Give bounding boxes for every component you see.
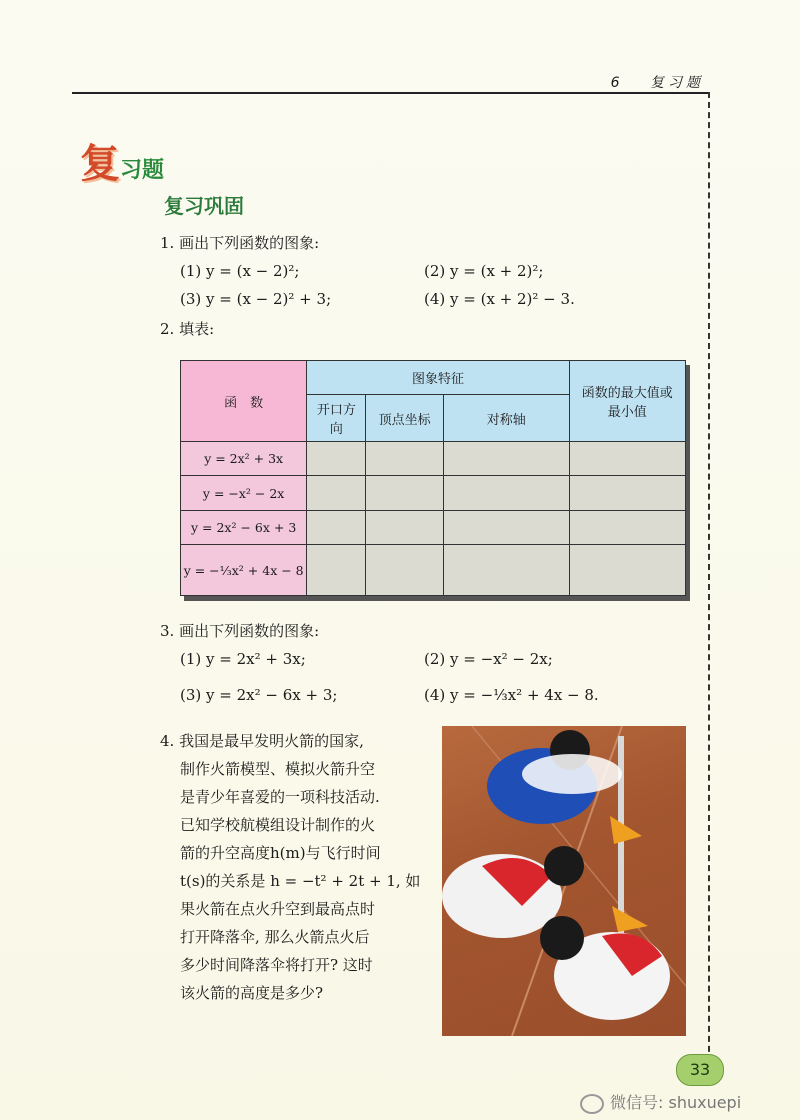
q3-item: (2) y = −x² − 2x; (424, 650, 553, 668)
table-row-function: y = 2x² − 6x + 3 (181, 510, 307, 544)
q1-item: (1) y = (x − 2)²; (180, 262, 300, 280)
blank-cell (569, 545, 685, 596)
blank-cell (569, 442, 685, 476)
section-title (80, 132, 164, 189)
photo-illustration (442, 726, 686, 1036)
blank-cell (307, 442, 366, 476)
blank-cell (307, 545, 366, 596)
header-vertex: 顶点坐标 (366, 395, 443, 442)
q4-line: 箭的升空高度h(m)与飞行时间 (180, 844, 381, 862)
blank-cell (366, 545, 443, 596)
header-function: 函 数 (181, 361, 307, 442)
blank-cell (366, 510, 443, 544)
q1-item: (2) y = (x + 2)²; (424, 262, 544, 280)
table-row-function: y = 2x² + 3x (181, 442, 307, 476)
fill-in-table (180, 360, 686, 596)
blank-cell (307, 510, 366, 544)
section-title-first-char: 复 (80, 141, 120, 187)
q3-item: (3) y = 2x² − 6x + 3; (180, 686, 338, 704)
q4-line: 制作火箭模型、模拟火箭升空 (180, 760, 376, 778)
header-rule (72, 92, 710, 94)
blank-cell (366, 442, 443, 476)
q4-line: 打开降落伞, 那么火箭点火后 (180, 928, 370, 946)
blank-cell (569, 476, 685, 510)
wechat-watermark (580, 1090, 741, 1114)
blank-cell (443, 545, 569, 596)
q4-line: t(s)的关系是 h = −t² + 2t + 1, 如 (180, 872, 421, 890)
blank-cell (443, 510, 569, 544)
blank-cell (443, 476, 569, 510)
table-row-function: y = −x² − 2x (181, 476, 307, 510)
blank-cell (443, 442, 569, 476)
header-open-direction: 开口方向 (307, 395, 366, 442)
subtitle: 复习巩固 (164, 194, 244, 218)
q3-item: (4) y = −⅓x² + 4x − 8. (424, 686, 599, 704)
q4-line: 多少时间降落伞将打开? 这时 (180, 956, 373, 974)
q4-line: 4. 我国是最早发明火箭的国家, (160, 732, 364, 750)
q4-line: 是青少年喜爱的一项科技活动. (180, 788, 380, 806)
q2-stem: 2. 填表: (160, 320, 215, 338)
blank-cell (366, 476, 443, 510)
margin-dashed-line (708, 92, 710, 1072)
blank-cell (569, 510, 685, 544)
header-graph-features: 图象特征 (307, 361, 569, 395)
header-extreme-value: 函数的最大值或最小值 (569, 361, 685, 442)
q1-item: (3) y = (x − 2)² + 3; (180, 290, 332, 308)
header-axis: 对称轴 (443, 395, 569, 442)
blank-cell (307, 476, 366, 510)
section-title-rest: 习题 (120, 158, 165, 183)
watermark-text: 微信号: shuxuepi (610, 1093, 742, 1112)
chapter-title: 复习题 (650, 75, 704, 91)
wechat-icon (580, 1094, 604, 1114)
q3-stem: 3. 画出下列函数的图象: (160, 622, 320, 640)
q3-item: (1) y = 2x² + 3x; (180, 650, 306, 668)
running-header (611, 72, 704, 92)
page-number: 33 (676, 1054, 724, 1086)
q1-stem: 1. 画出下列函数的图象: (160, 234, 320, 252)
table-row-function: y = −⅓x² + 4x − 8 (181, 545, 307, 596)
rocket-students-photo (442, 726, 686, 1036)
chapter-number: 6 (610, 75, 624, 91)
q4-line: 已知学校航模组设计制作的火 (180, 816, 376, 834)
q4-line: 果火箭在点火升空到最高点时 (180, 900, 376, 918)
q1-item: (4) y = (x + 2)² − 3. (424, 290, 575, 308)
q4-line: 该火箭的高度是多少? (180, 984, 324, 1002)
